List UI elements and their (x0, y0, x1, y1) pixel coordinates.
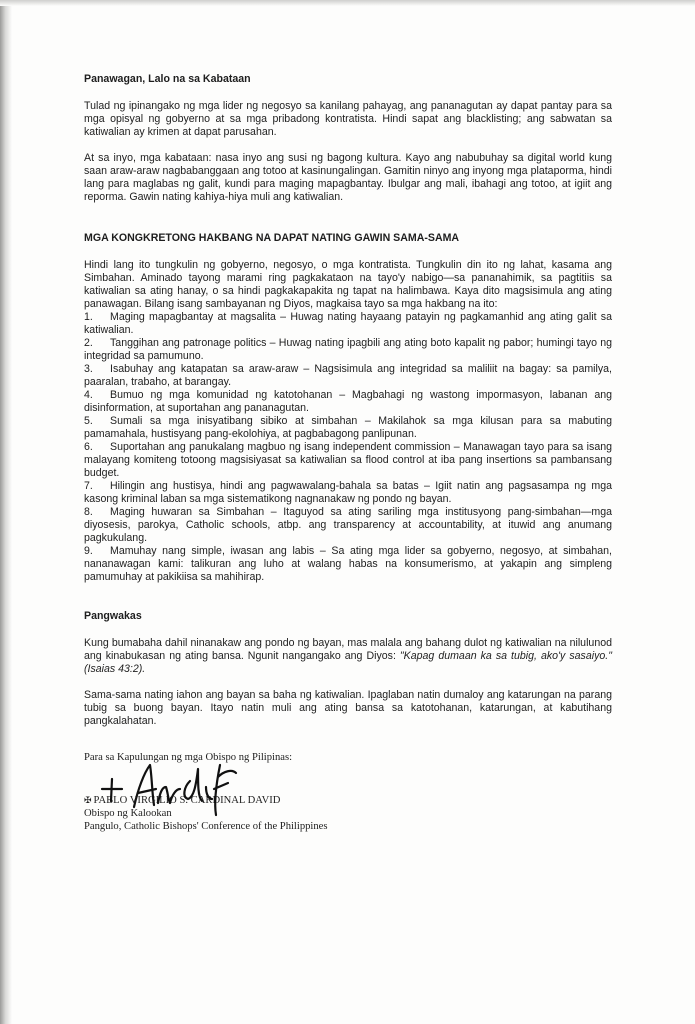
section-heading: MGA KONGKRETONG HAKBANG NA DAPAT NATING GAWIN SAMA-SAMA (84, 232, 460, 244)
signatory-name: PABLO VIRGILIO S. CARDINAL DAVID (93, 795, 281, 806)
page-shadow-top (0, 0, 695, 6)
step-text: Bumuo ng mga komunidad ng katotohanan – Magbahagi ng wastong impormasyon, labanan ang disinformation, at suportahan ang pananagutan. (84, 389, 612, 414)
paragraph (84, 637, 612, 676)
step-text: Hilingin ang hustisya, hindi ang pagwawalang-bahala sa batas – Igiit natin ang pagsasampa ng mga kasong kriminal laban sa mga sistematikong nagnanakaw ng pondo ng bayan. (84, 480, 612, 505)
document-body (84, 73, 612, 833)
section-heading: Panawagan, Lalo na sa Kabataan (84, 73, 251, 85)
signatory-position: Pangulo, Catholic Bishops' Conference of the Philippines (84, 821, 328, 832)
list-item (84, 337, 612, 363)
step-number: 9. (84, 545, 93, 557)
step-text: Maging mapagbantay at magsalita – Huwag nating hayaang patayin ng pagkamanhid ang ating galit sa katiwalian. (84, 311, 612, 336)
list-item (84, 389, 612, 415)
list-item (84, 311, 612, 337)
signature-block (84, 751, 612, 833)
section-kabataan (84, 73, 612, 204)
step-number: 3. (84, 363, 93, 375)
list-item (84, 480, 612, 506)
page-shadow-left (0, 0, 12, 1024)
list-item (84, 415, 612, 441)
paragraph: Hindi lang ito tungkulin ng gobyerno, negosyo, o mga kontratista. Tungkulin din ito ng lahat, kasama ang Simbahan. Aminado tayong marami ring pagkakataon na tayo'y nabigo—sa pananahimik, sa pagtitiis sa katiwalian sa ating hanay, o sa hindi pagkakapakita ng tapat na halimbawa. Kaya dito magsisimula ang ating panawagan. Bilang isang sambayanan ng Diyos, magkaisa tayo sa mga hakbang na ito: (84, 259, 612, 310)
step-number: 1. (84, 311, 93, 323)
cross-icon: ✠ (84, 795, 92, 805)
paragraph: At sa inyo, mga kabataan: nasa inyo ang susi ng bagong kultura. Kayo ang nabubuhay sa digital world kung saan araw-araw nagbabanggaan ang totoo at kasinungalingan. Gamitin ninyo ang inyong mga plataporma, hindi lang para maglabas ng galit, kundi para maging mapagbantay. Ibulgar ang mali, ibahagi ang totoo, at igiit ang reporma. Gawin nating kahiya-hiya muli ang katiwalian. (84, 152, 612, 203)
step-text: Isabuhay ang katapatan sa araw-araw – Nagsisimula ang integridad sa maliliit na bagay: sa pamilya, paaralan, trabaho, at barangay. (84, 363, 612, 388)
steps-list (84, 311, 612, 584)
bible-quote: "Kapag dumaan ka sa tubig, ako'y sasaiyo." (Isaias 43:2). (84, 650, 612, 675)
step-text: Suportahan ang panukalang magbuo ng isang independent commission – Manawagan tayo para sa isang malayang komiteng totoong magsisiyasat sa katiwalian sa flood control at iba pang insertions sa pambansang budget. (84, 441, 612, 479)
list-item (84, 363, 612, 389)
step-text: Maging huwaran sa Simbahan – Itaguyod sa ating sariling mga institusyong pang-simbahan—mga diyosesis, parokya, Catholic schools, atbp. ang transparency at accountability, at ituwid ang anumang pagkukulang. (84, 506, 612, 544)
step-text: Mamuhay nang simple, iwasan ang labis – Sa ating mga lider sa gobyerno, negosyo, at simbahan, nananawagan kami: talikuran ang luho at walang habas na konsumerismo, at yakapin ang simpleng pamumuhay at pakikiisa sa mahihirap. (84, 545, 612, 583)
paragraph-text: Kung bumabaha dahil ninanakaw ang pondo ng bayan, mas malala ang bahang dulot ng katiwalian na nilulunod ang kinabukasan ng ating bansa. Ngunit nangangako ang Diyos: (84, 637, 612, 662)
section-heading: Pangwakas (84, 610, 142, 622)
list-item (84, 545, 612, 584)
step-text: Tanggihan ang patronage politics – Huwag nating ipagbili ang ating boto kapalit ng pabor; humingi tayo ng integridad sa pamumuno. (84, 337, 612, 362)
section-pangwakas (84, 610, 612, 728)
step-number: 5. (84, 415, 93, 427)
handwritten-signature (94, 759, 244, 817)
step-number: 4. (84, 389, 93, 401)
signatory-title: Obispo ng Kalookan (84, 808, 172, 819)
step-text: Sumali sa mga inisyatibang sibiko at simbahan – Makilahok sa mga kilusan para sa mabuting pamamahala, hustisyang pang-ekolohiya, at pagbabagong panlipunan. (84, 415, 612, 440)
signature-intro: Para sa Kapulungan ng mga Obispo ng Pilipinas: (84, 752, 293, 763)
list-item (84, 441, 612, 480)
step-number: 6. (84, 441, 93, 453)
paragraph: Sama-sama nating iahon ang bayan sa baha ng katiwalian. Ipaglaban natin dumaloy ang katarungan na parang tubig sa buong bayan. Itayo natin muli ang ating bansa sa katotohanan, katarungan, at kabutihang pangkalahatan. (84, 689, 612, 727)
step-number: 7. (84, 480, 93, 492)
step-number: 8. (84, 506, 93, 518)
section-hakbang (84, 232, 612, 584)
paragraph: Tulad ng ipinangako ng mga lider ng negosyo sa kanilang pahayag, ang pananagutan ay dapat pantay para sa mga opisyal ng gobyerno at sa mga pribadong kontratista. Hindi sapat ang blacklisting; ang sabwatan sa katiwalian ay krimen at dapat parusahan. (84, 100, 612, 138)
step-number: 2. (84, 337, 93, 349)
list-item (84, 506, 612, 545)
